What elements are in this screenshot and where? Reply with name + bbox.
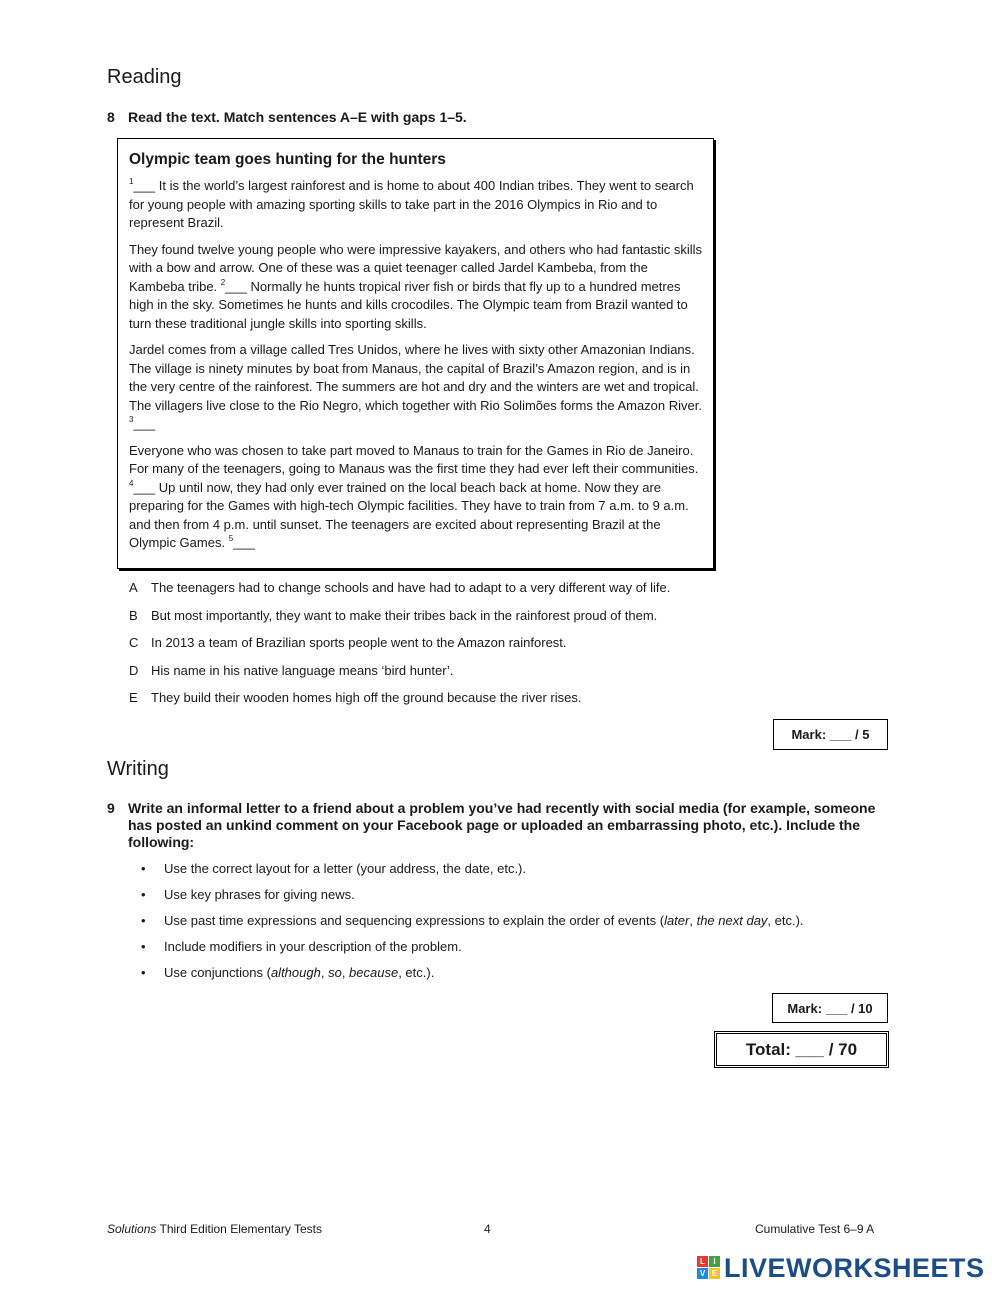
article-paragraph-2: They found twelve young people who were impressive kayakers, and others who had fantastic skills with a bow and arrow. One of these was a quiet teenager called Jardel Kambeba, from the Kambeba tribe. $^2$___ Normally he hunts tropical river fish or birds that fly up to a hundred metres high in the sky. Sometimes he hunts and kills crocodiles. The Olympic team from Brazil wanted to turn these traditional jungle skills into sporting skills. — [129, 241, 703, 331]
article-paragraph-4: Everyone who was chosen to take part moved to Manaus to train for the Games in Rio de Janeiro. For many of the teenagers, going to Manaus was the first time they had ever left their communities. $^4$___ Up until now, they had only ever trained on the local beach back at home. Now they are preparing for the Games with high-tech Olympic facilities. They have to train from 7 a.m. to 9 a.m. and then from 4 p.m. until sunset. The teenagers are excited about representing Brazil at the Olympic Games. $^5$___ — [129, 442, 699, 550]
liveworksheets-logo — [697, 1253, 985, 1283]
gap-number: 4 — [129, 478, 134, 488]
question-instructions: Read the text. Match sentences A–E with gaps 1–5. — [128, 109, 467, 125]
option-e: E They build their wooden homes high off the ground because the river rises. — [129, 690, 582, 705]
option-b: B But most importantly, they want to make their tribes back in the rainforest proud of them. — [129, 607, 658, 623]
reading-question — [107, 109, 907, 127]
gap-number: 3 — [129, 415, 134, 424]
footer-book-title: Solutions Third Edition Elementary Tests — [107, 1222, 323, 1236]
option-c: C In 2013 a team of Brazilian sports people went to the Amazon rainforest. — [129, 635, 567, 650]
writing-mark-box: Mark: ___ / 10 — [772, 993, 888, 1023]
gap-number: 5 — [228, 534, 234, 543]
gap-number: 1 — [129, 177, 134, 186]
writing-section-title: Writing — [107, 758, 169, 780]
list-item: • Use conjunctions (although, so, because, etc.). — [141, 965, 435, 980]
answer-options — [129, 580, 749, 718]
list-item: • Include modifiers in your description of the problem. — [141, 939, 462, 954]
option-d: D His name in his native language means ‘bird hunter’. — [129, 662, 454, 678]
writing-question — [107, 800, 897, 854]
question-instructions: Write an informal letter to a friend about a problem you’ve had recently with social media (for example, someone has posted an unkind comment on your Facebook page or uploaded an embarrassing photo, etc.). Include the following: — [128, 800, 876, 850]
article-paragraph-3: Jardel comes from a village called Tres Unidos, where he lives with sixty other Amazonian Indians. The village is ninety minutes by boat from Manaus, the capital of Brazil’s Amazon region, and is in the very centre of the rainforest. The summers are hot and dry and the winters are wet and tropical. The villagers live close to the Rio Negro, which together with Rio Solimões forms the Amazon River. $^3$___ — [129, 342, 702, 431]
logo-text: LIVEWORKSHEETS — [724, 1252, 985, 1283]
reading-mark-box: Mark: ___ / 5 — [773, 719, 888, 750]
gap-number: 2 — [220, 277, 226, 287]
logo-cubes-icon: L I V E — [697, 1256, 721, 1280]
footer-page-number: 4 — [484, 1222, 491, 1236]
reading-section-title: Reading — [107, 66, 182, 88]
article-title: Olympic team goes hunting for the hunters — [129, 151, 446, 168]
writing-checklist — [141, 861, 881, 991]
option-a: A The teenagers had to change schools and have had to adapt to a very different way of life. — [129, 580, 671, 595]
list-item: • Use the correct layout for a letter (your address, the date, etc.). — [141, 861, 527, 876]
question-number: 9 — [107, 800, 115, 816]
list-item: • Use key phrases for giving news. — [141, 887, 355, 902]
list-item: • Use past time expressions and sequencing expressions to explain the order of events (later, the next day, etc.). — [141, 913, 804, 928]
total-mark-box: Total: ___ / 70 — [714, 1031, 889, 1068]
article-box — [117, 138, 714, 569]
footer-test-name: Cumulative Test 6–9 A — [755, 1222, 875, 1236]
question-number: 8 — [107, 109, 115, 125]
article-paragraph-1: $^1$___ It is the world’s largest rainforest and is home to about 400 Indian tribes. They went to search for young people with amazing sporting skills to take part in the 2016 Olympics in Rio and to represent Brazil. — [129, 177, 694, 230]
